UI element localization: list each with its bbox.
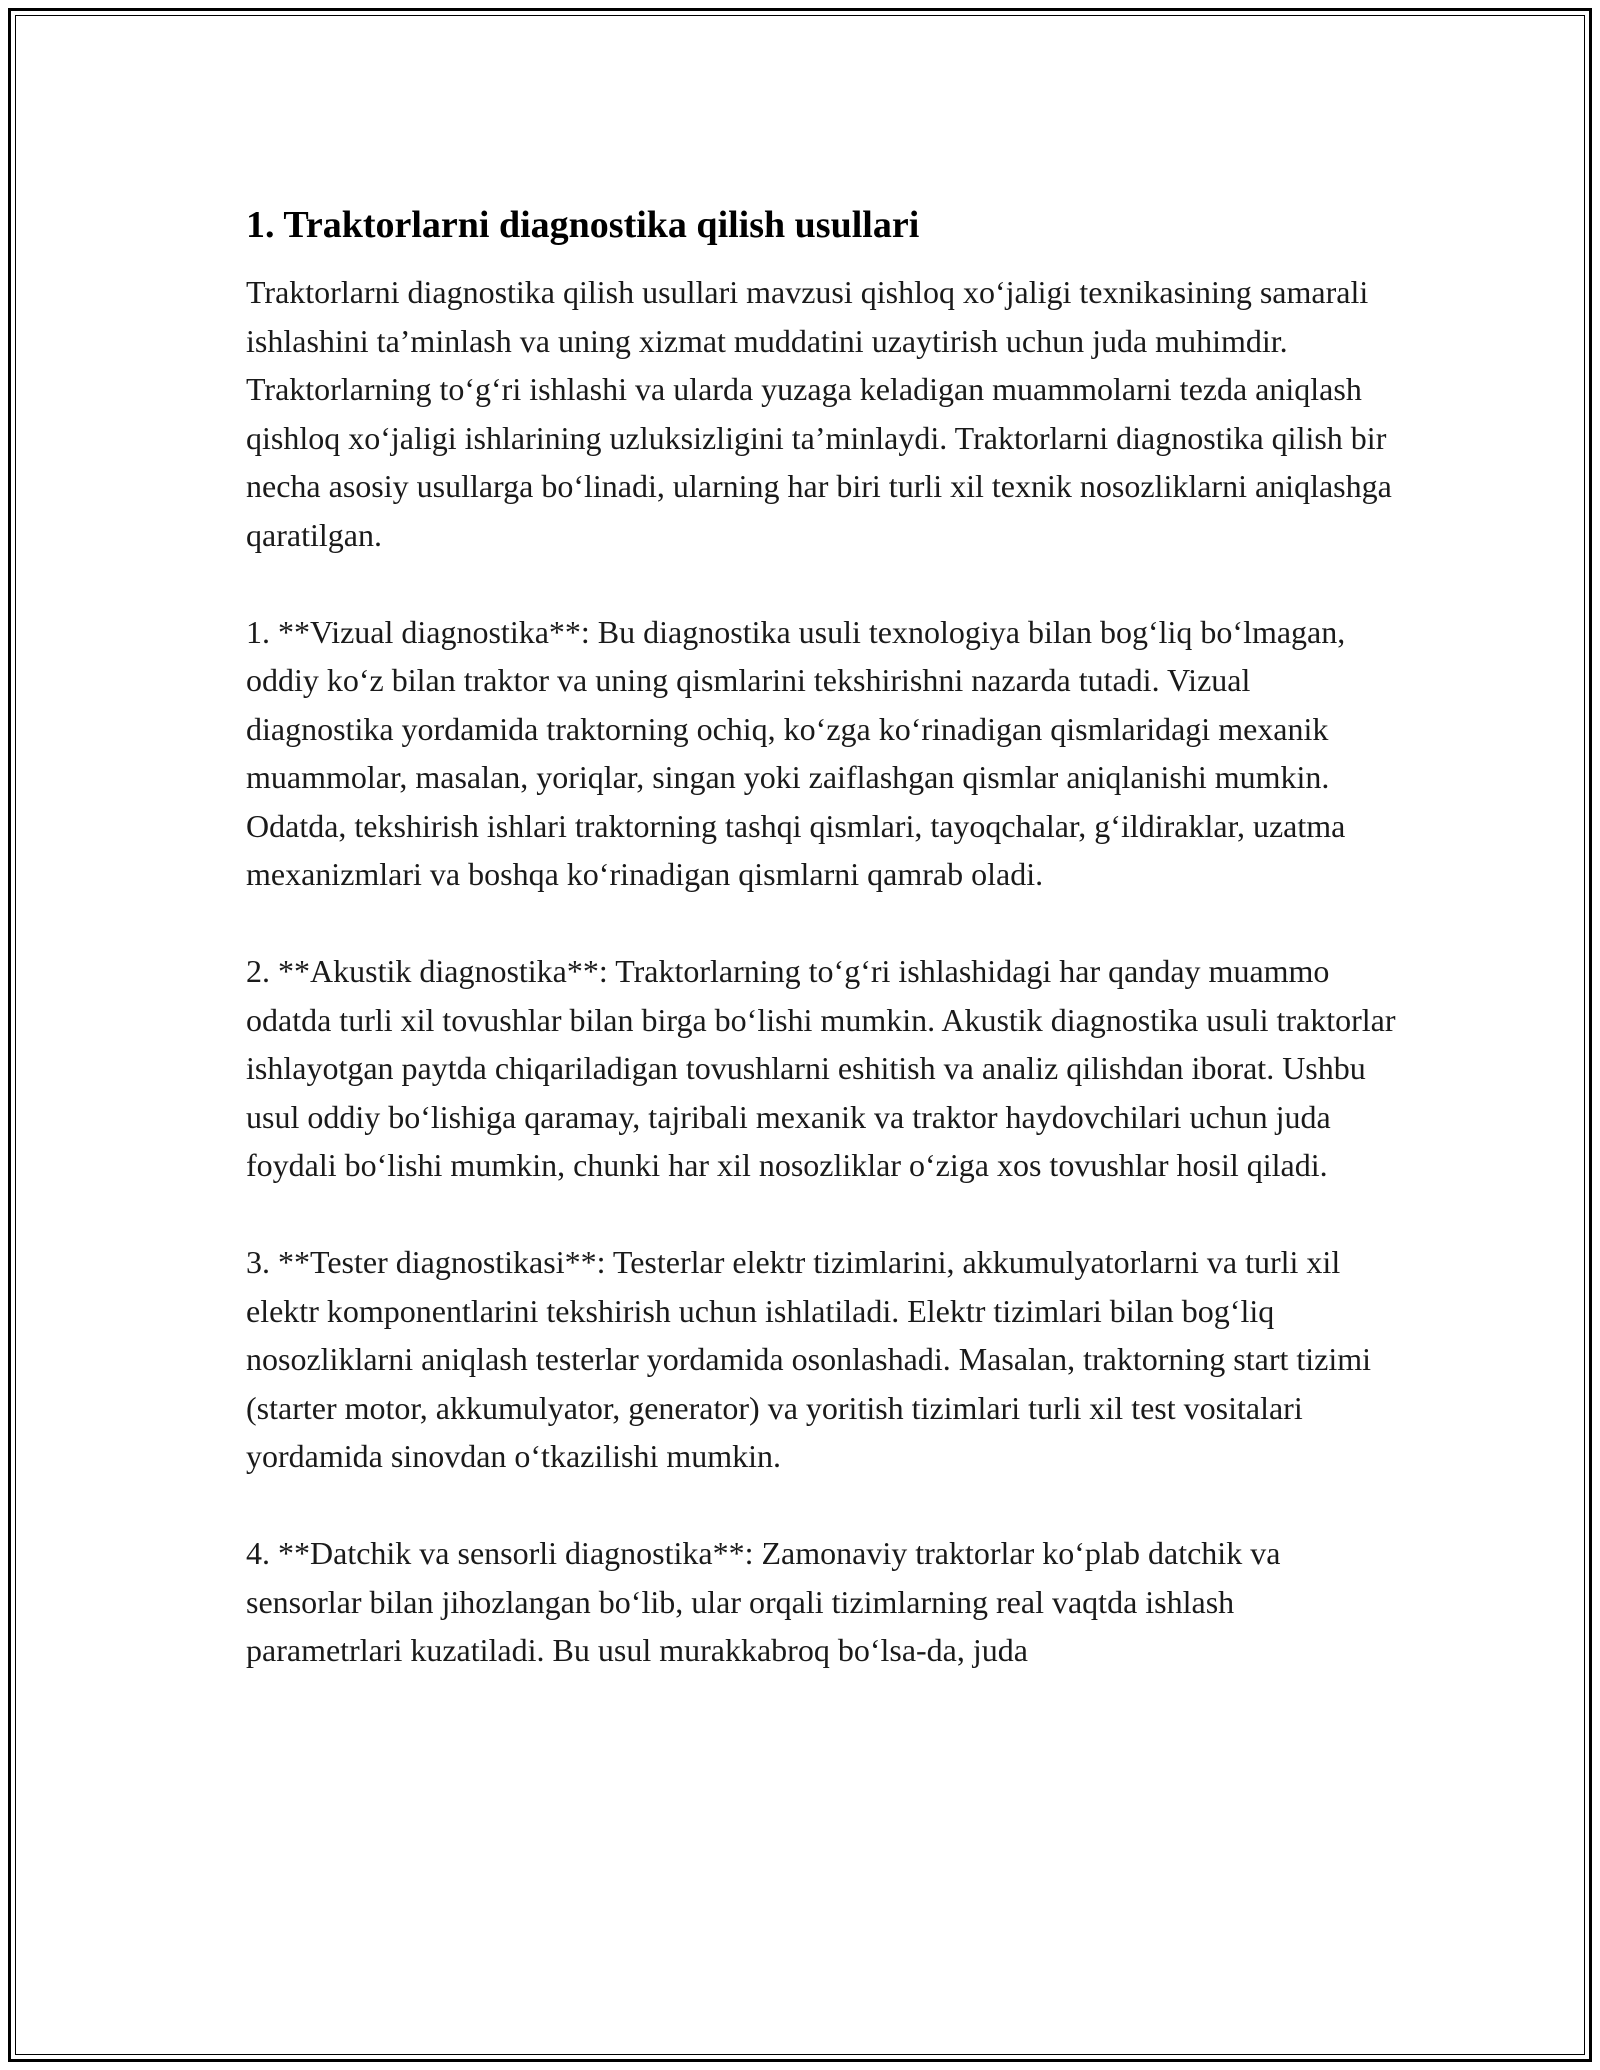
intro-paragraph: Traktorlarni diagnostika qilish usullari mavzusi qishloq xo‘jaligi texnikasining samarali ishlashini ta’minlash va uning xizmat muddatini uzaytirish uchun juda muhimdir. Traktorlarning to‘g‘ri ishlashi va ularda yuzaga keladigan muammolarni tezda aniqlash qishloq xo‘jaligi ishlarining uzluksizligini ta’minlaydi. Traktorlarni diagnostika qilish bir necha asosiy usullarga bo‘linadi, ularning har biri turli xil texnik nosozliklarni aniqlashga qaratilgan. <box>246 274 1392 553</box>
document-title: 1. Traktorlarni diagnostika qilish usullari <box>246 204 920 246</box>
document-body <box>246 196 1396 1723</box>
sensor-diagnostics-paragraph: 4. **Datchik va sensorli diagnostika**: Zamonaviy traktorlar ko‘plab datchik va sensorlar bilan jihozlangan bo‘lib, ular orqali tizimlarning real vaqtda ishlash parametrlari kuzatiladi. Bu usul murakkabroq bo‘lsa-da, juda <box>246 1535 1281 1668</box>
tester-diagnostics-paragraph: 3. **Tester diagnostikasi**: Testerlar elektr tizimlarini, akkumulyatorlarni va turli xil elektr komponentlarini tekshirish uchun ishlatiladi. Elektr tizimlari bilan bog‘liq nosozliklarni aniqlash testerlar yordamida osonlashadi. Masalan, traktorning start tizimi (starter motor, akkumulyator, generator) va yoritish tizimlari turli xil test vositalari yordamida sinovdan o‘tkazilishi mumkin. <box>246 1244 1372 1474</box>
visual-diagnostics-paragraph: 1. **Vizual diagnostika**: Bu diagnostika usuli texnologiya bilan bog‘liq bo‘lmagan, oddiy ko‘z bilan traktor va uning qismlarini tekshirishni nazarda tutadi. Vizual diagnostika yordamida traktorning ochiq, ko‘zga ko‘rinadigan qismlaridagi mexanik muammolar, masalan, yoriqlar, singan yoki zaiflashgan qismlar aniqlanishi mumkin. Odatda, tekshirish ishlari traktorning tashqi qismlari, tayoqchalar, g‘ildiraklar, uzatma mexanizmlari va boshqa ko‘rinadigan qismlarni qamrab oladi. <box>246 613 1346 892</box>
page-frame <box>8 8 1592 2062</box>
acoustic-diagnostics-paragraph: 2. **Akustik diagnostika**: Traktorlarning to‘g‘ri ishlashidagi har qanday muammo odatda turli xil tovushlar bilan birga bo‘lishi mumkin. Akustik diagnostika usuli traktorlar ishlayotgan paytda chiqariladigan tovushlarni eshitish va analiz qilishdan iborat. Ushbu usul oddiy bo‘lishiga qaramay, tajribali mexanik va traktor haydovchilari uchun juda foydali bo‘lishi mumkin, chunki har xil nosozliklar o‘ziga xos tovushlar hosil qiladi. <box>246 953 1396 1183</box>
